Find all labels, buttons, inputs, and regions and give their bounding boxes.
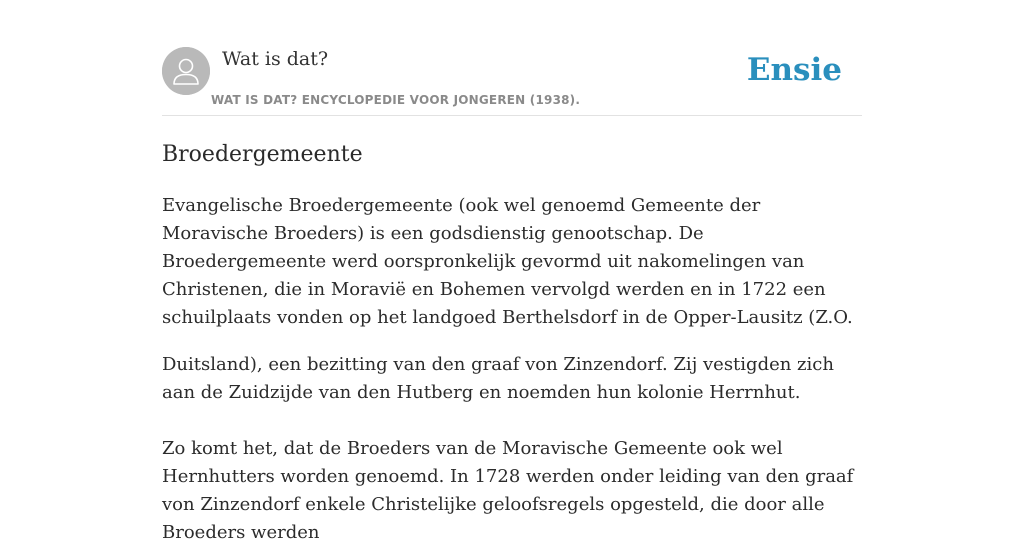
user-icon-graphic xyxy=(162,47,210,95)
source-subtitle: WAT IS DAT? ENCYCLOPEDIE VOOR JONGEREN (1938). xyxy=(211,93,581,107)
user-icon[interactable] xyxy=(162,47,210,95)
source-header xyxy=(162,47,862,116)
article-title: Broedergemeente xyxy=(162,142,363,167)
article-paragraph: Evangelische Broedergemeente (ook wel genoemd Gemeente der Moravische Broeders) is een godsdienstig genootschap. De Broedergemeente werd oorspronkelijk gevormd uit nakomelingen van Christenen, die in Moravië en Bohemen vervolgd werden en in 1722 een schuilplaats vonden op het landgoed Berthelsdorf in de Opper-Lausitz (Z.O. xyxy=(162,195,853,328)
article-paragraph: Zo komt het, dat de Broeders van de Moravische Gemeente ook wel Hernhutters worden genoemd. In 1728 werden onder leiding van den graaf von Zinzendorf enkele Christelijke geloofsregels opgesteld, die door alle Broeders werden xyxy=(162,438,854,543)
article-body xyxy=(162,192,862,547)
source-title[interactable]: Wat is dat? xyxy=(222,48,329,70)
brand-logo[interactable]: Ensie xyxy=(746,52,842,88)
article-paragraph: Duitsland), een bezitting van den graaf von Zinzendorf. Zij vestigden zich aan de Zuidzijde van den Hutberg en noemden hun kolonie Herrnhut. xyxy=(162,354,834,403)
